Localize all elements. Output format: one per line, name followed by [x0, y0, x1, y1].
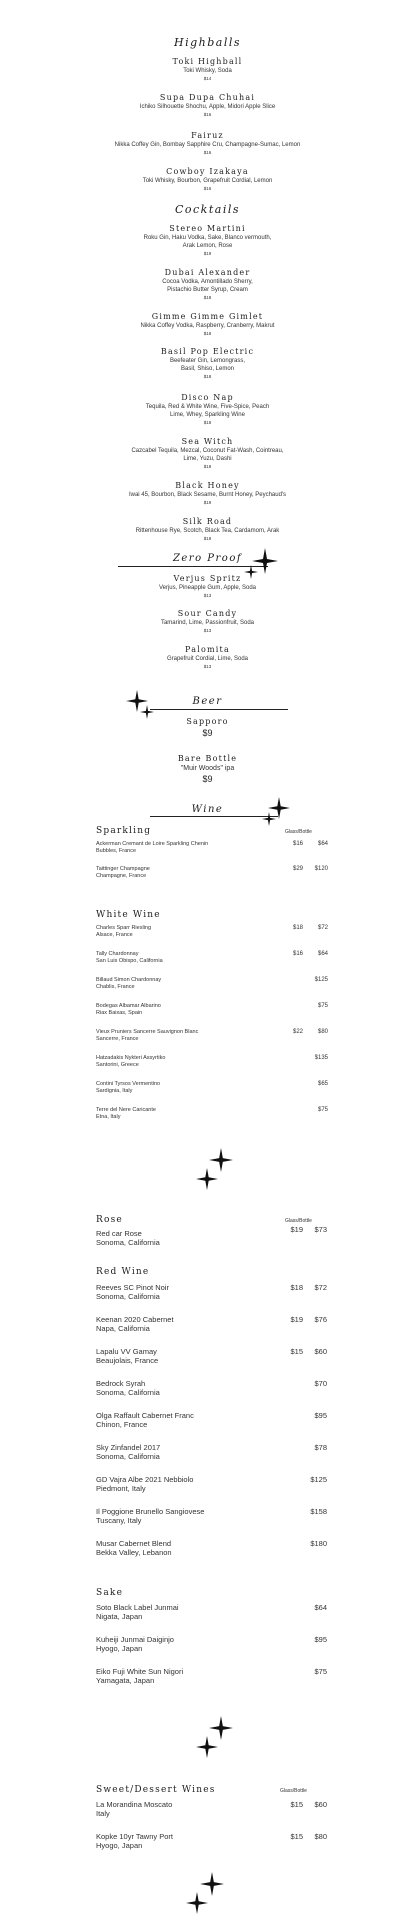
sparkle-icon	[262, 812, 276, 826]
item-price: $18	[203, 331, 212, 336]
menu-item	[20, 517, 395, 542]
wine-row	[96, 977, 328, 991]
wine-name: Taittinger Champagne	[96, 866, 150, 872]
highballs-title: Highballs	[173, 36, 242, 49]
bottle-price: $125	[310, 1475, 327, 1484]
wine-name: GD Vajra Albe 2021 Nebbiolo	[96, 1475, 194, 1484]
bottle-price: $120	[314, 866, 328, 872]
menu-item	[20, 131, 395, 156]
item-desc: Grapefruit Cordial, Lime, Soda	[166, 656, 249, 662]
wine-row	[96, 1411, 328, 1429]
rose-title: Rose	[96, 1215, 123, 1225]
bottle-price: $60	[314, 1800, 327, 1809]
cocktails-title: Cocktails	[174, 203, 241, 216]
wine-name: Musar Cabernet Blend	[96, 1539, 172, 1548]
white-wine-title: White Wine	[96, 910, 161, 920]
wine-region: Beaujolais, France	[96, 1356, 159, 1365]
glass-price: $22	[292, 1029, 303, 1035]
item-name: Sea Witch	[181, 437, 234, 446]
wine-name: Vieux Pruniers Sancerre Sauvignon Blanc	[96, 1029, 199, 1035]
wine-region: Sonoma, California	[96, 1388, 160, 1397]
item-desc: Rittenhouse Rye, Scotch, Black Tea, Cardamom, Arak	[135, 528, 280, 534]
wine-name: Tally Chardonnay	[96, 951, 139, 957]
wine-name: Il Poggione Brunello Sangiovese	[96, 1507, 205, 1516]
item-desc: Toki Whisky, Soda	[183, 68, 232, 74]
wine-region: Riax Baixas, Spain	[96, 1010, 143, 1016]
menu-item	[20, 268, 395, 301]
menu-item	[20, 609, 395, 634]
wine-name: Red car Rose	[96, 1229, 142, 1238]
wine-region: Yamagata, Japan	[96, 1676, 155, 1685]
glass-price: $16	[292, 841, 303, 847]
item-price: $16	[203, 112, 212, 117]
wine-name: Billaud Simon Chardonnay	[96, 977, 162, 983]
item-price: $19	[203, 500, 212, 505]
item-desc: Lime, Yuzu, Dashi	[183, 456, 232, 462]
item-desc: Iwai 45, Bourbon, Black Sesame, Burnt Honey, Peychaud's	[128, 492, 287, 498]
item-name: Bare Bottle	[177, 754, 238, 763]
item-price: $16	[203, 186, 212, 191]
wine-region: Sonoma, California	[96, 1452, 160, 1461]
menu-item	[20, 645, 395, 670]
item-name: Cowboy Izakaya	[166, 167, 249, 176]
bottle-price: $80	[314, 1832, 327, 1841]
wine-row	[96, 1475, 328, 1493]
wine-row	[96, 1539, 328, 1557]
wine-name: Hatzadakis Nykteri Assyrtiko	[96, 1055, 166, 1061]
wine-region: Sonoma, California	[96, 1238, 160, 1247]
bottle-price: $78	[314, 1443, 327, 1452]
wine-name: Bedrock Syrah	[96, 1379, 146, 1388]
sake-title: Sake	[96, 1588, 124, 1598]
divider	[150, 709, 288, 710]
bottle-price: $125	[314, 977, 328, 983]
glass-price: $19	[290, 1225, 303, 1234]
bottle-price: $64	[317, 841, 328, 847]
wine-row	[96, 1225, 328, 1247]
item-price: $9	[202, 728, 213, 738]
wine-row	[96, 1003, 328, 1017]
item-desc: Verjus, Pineapple Gum, Apple, Soda	[158, 585, 257, 591]
item-desc: Toki Whisky, Bourbon, Grapefruit Cordial, Lemon	[142, 178, 273, 184]
item-desc: Roku Gin, Haku Vodka, Sake, Blanco vermouth,	[143, 235, 272, 241]
wine-name: Kuheiji Junmai Daiginjo	[96, 1635, 174, 1644]
wine-row	[96, 1081, 328, 1095]
bottle-price: $64	[314, 1603, 327, 1612]
beer-title: Beer	[192, 696, 223, 707]
item-price: $18	[203, 295, 212, 300]
glass-price: $15	[290, 1347, 303, 1356]
glass-price: $15	[290, 1832, 303, 1841]
wine-name: Terre del Nere Caricante	[96, 1107, 156, 1113]
wine-region: Sancerre, France	[96, 1036, 139, 1042]
glass-price: $19	[290, 1315, 303, 1324]
glass-bottle-header: Glass/Bottle	[285, 829, 312, 835]
item-desc: Tamarind, Lime, Passionfruit, Soda	[160, 620, 255, 626]
item-desc: Arak Lemon, Rose	[182, 243, 233, 249]
wine-region: Etna, Italy	[96, 1114, 121, 1120]
item-desc: Tequila, Red & White Wine, Five-Spice, Peach	[145, 404, 270, 410]
wine-region: Sardignia, Italy	[96, 1088, 133, 1094]
glass-price: $18	[292, 925, 303, 931]
wine-row	[96, 1283, 328, 1301]
wine-row	[96, 1107, 328, 1121]
item-name: Sapporo	[186, 717, 229, 726]
bottle-price: $95	[314, 1411, 327, 1420]
wine-row	[96, 1315, 328, 1333]
item-desc: "Muir Woods" ipa	[180, 765, 235, 772]
menu-item	[20, 574, 395, 599]
wine-row	[96, 1635, 328, 1653]
menu-item	[20, 754, 395, 785]
item-name: Silk Road	[182, 517, 233, 526]
item-name: Fairuz	[191, 131, 224, 140]
item-desc: Beefeater Gin, Lemongrass,	[169, 358, 246, 364]
glass-price: $15	[290, 1800, 303, 1809]
wine-row	[96, 1029, 328, 1043]
item-price: $18	[203, 464, 212, 469]
wine-region: Sonoma, California	[96, 1292, 160, 1301]
sparkle-icon	[186, 1892, 208, 1914]
item-price: $18	[203, 374, 212, 379]
wine-region: Hyogo, Japan	[96, 1644, 143, 1653]
wine-row	[96, 1800, 328, 1818]
item-desc: Cazcabel Tequila, Mezcal, Coconut Fat-Wash, Cointreau,	[131, 448, 284, 454]
menu-item	[20, 437, 395, 470]
item-desc: Cocoa Vodka, Amontillado Sherry,	[162, 279, 253, 285]
wine-name: Olga Raffault Cabernet Franc	[96, 1411, 194, 1420]
item-name: Supa Dupa Chuhai	[159, 93, 256, 102]
wine-row	[96, 1379, 328, 1397]
sparkle-icon	[196, 1168, 218, 1190]
item-name: Basil Pop Electric	[160, 347, 255, 356]
wine-region: Tuscany, Italy	[96, 1516, 142, 1525]
item-name: Sour Candy	[177, 609, 238, 618]
item-name: Black Honey	[175, 481, 240, 490]
red-wine-title: Red Wine	[96, 1267, 150, 1277]
wine-row	[96, 1832, 328, 1850]
item-price: $9	[202, 774, 213, 784]
item-price: $14	[203, 76, 212, 81]
bottle-price: $76	[314, 1315, 327, 1324]
item-desc: Lime, Whey, Sparkling Wine	[170, 412, 245, 418]
glass-bottle-header: Glass/Bottle	[280, 1788, 307, 1794]
item-desc: Nikka Coffey Vodka, Raspberry, Cranberry, Makrut	[140, 323, 275, 329]
wine-region: Italy	[96, 1809, 110, 1818]
wine-title: Wine	[191, 804, 224, 815]
wine-name: Reeves SC Pinot Noir	[96, 1283, 169, 1292]
wine-name: Keenan 2020 Cabernet	[96, 1315, 174, 1324]
menu-item	[20, 167, 395, 192]
item-price: $16	[203, 150, 212, 155]
item-name: Gimme Gimme Gimlet	[151, 312, 264, 321]
item-desc: Nikka Coffey Gin, Bombay Sapphire Cru, Champagne-Sumac, Lemon	[114, 142, 301, 148]
glass-bottle-header: Glass/Bottle	[285, 1218, 312, 1224]
wine-row	[96, 951, 328, 965]
wine-region: San Luis Obispo, California	[96, 958, 163, 964]
wine-name: Bodegas Albamar Albarino	[96, 1003, 161, 1009]
wine-row	[96, 1443, 328, 1461]
wine-name: Lapalu VV Gamay	[96, 1347, 157, 1356]
wine-region: Champagne, France	[96, 873, 147, 879]
bottle-price: $80	[317, 1029, 328, 1035]
item-name: Stereo Martini	[169, 224, 246, 233]
wine-row	[96, 1347, 328, 1365]
bottle-price: $180	[310, 1539, 327, 1548]
zero-proof-title: Zero Proof	[172, 553, 243, 564]
item-name: Verjus Spritz	[173, 574, 242, 583]
item-price: $18	[203, 420, 212, 425]
bottle-price: $64	[317, 951, 328, 957]
wine-row	[96, 1603, 328, 1621]
bottle-price: $95	[314, 1635, 327, 1644]
item-desc: Ichiko Silhouette Shochu, Apple, Midori Apple Slice	[139, 104, 276, 110]
item-price: $13	[203, 664, 212, 669]
divider	[150, 816, 278, 817]
item-name: Palomita	[185, 645, 230, 654]
menu-item	[20, 312, 395, 337]
dessert-wines-title: Sweet/Dessert Wines	[96, 1785, 216, 1795]
bottle-price: $75	[317, 1107, 328, 1113]
wine-region: Chablis, France	[96, 984, 135, 990]
item-price: $19	[203, 251, 212, 256]
wine-name: Kopke 10yr Tawny Port	[96, 1832, 173, 1841]
menu-item	[20, 347, 395, 380]
bottle-price: $72	[314, 1283, 327, 1292]
wine-region: Alsace, France	[96, 932, 133, 938]
wine-row	[96, 925, 328, 939]
bottle-price: $72	[317, 925, 328, 931]
wine-region: Bekka Valley, Lebanon	[96, 1548, 172, 1557]
wine-name: La Morandina Moscato	[96, 1800, 173, 1809]
wine-name: Ackerman Cremant de Loire Sparkling Chenin	[96, 841, 209, 847]
bottle-price: $158	[310, 1507, 327, 1516]
menu-item	[20, 224, 395, 257]
wine-region: Hyogo, Japan	[96, 1841, 143, 1850]
menu-item	[20, 717, 395, 739]
wine-region: Piedmont, Italy	[96, 1484, 146, 1493]
wine-region: Nigata, Japan	[96, 1612, 143, 1621]
sparkling-title: Sparkling	[96, 826, 152, 836]
wine-name: Contini Tyrsos Vermentino	[96, 1081, 161, 1087]
wine-name: Sky Zinfandel 2017	[96, 1443, 161, 1452]
wine-region: Napa, California	[96, 1324, 150, 1333]
wine-region: Chinon, France	[96, 1420, 148, 1429]
item-name: Toki Highball	[172, 57, 243, 66]
bottle-price: $70	[314, 1379, 327, 1388]
bottle-price: $73	[314, 1225, 327, 1234]
wine-name: Soto Black Label Junmai	[96, 1603, 179, 1612]
wine-name: Charles Sparr Riesling	[96, 925, 152, 931]
wine-row	[96, 866, 328, 880]
wine-row	[96, 1507, 328, 1525]
item-desc: Basil, Shiso, Lemon	[180, 366, 235, 372]
item-name: Disco Nap	[181, 393, 234, 402]
wine-row	[96, 841, 328, 855]
glass-price: $16	[292, 951, 303, 957]
item-price: $13	[203, 628, 212, 633]
glass-price: $18	[290, 1283, 303, 1292]
item-price: $18	[203, 536, 212, 541]
wine-row	[96, 1667, 328, 1685]
wine-row	[96, 1055, 328, 1069]
menu-item	[20, 93, 395, 118]
bottle-price: $135	[314, 1055, 328, 1061]
sparkle-icon	[196, 1736, 218, 1758]
bottle-price: $60	[314, 1347, 327, 1356]
wine-region: Santorini, Greece	[96, 1062, 139, 1068]
item-desc: Pistachio Butter Syrup, Cream	[167, 287, 248, 293]
bottle-price: $75	[317, 1003, 328, 1009]
bottle-price: $65	[317, 1081, 328, 1087]
wine-region: Bubbles, France	[96, 848, 137, 854]
item-name: Dubai Alexander	[164, 268, 251, 277]
item-price: $13	[203, 593, 212, 598]
menu-item	[20, 393, 395, 426]
menu-item	[20, 481, 395, 506]
wine-name: Eiko Fuji White Sun Nigori	[96, 1667, 184, 1676]
bottle-price: $75	[314, 1667, 327, 1676]
glass-price: $29	[292, 866, 303, 872]
menu-item	[20, 57, 395, 82]
